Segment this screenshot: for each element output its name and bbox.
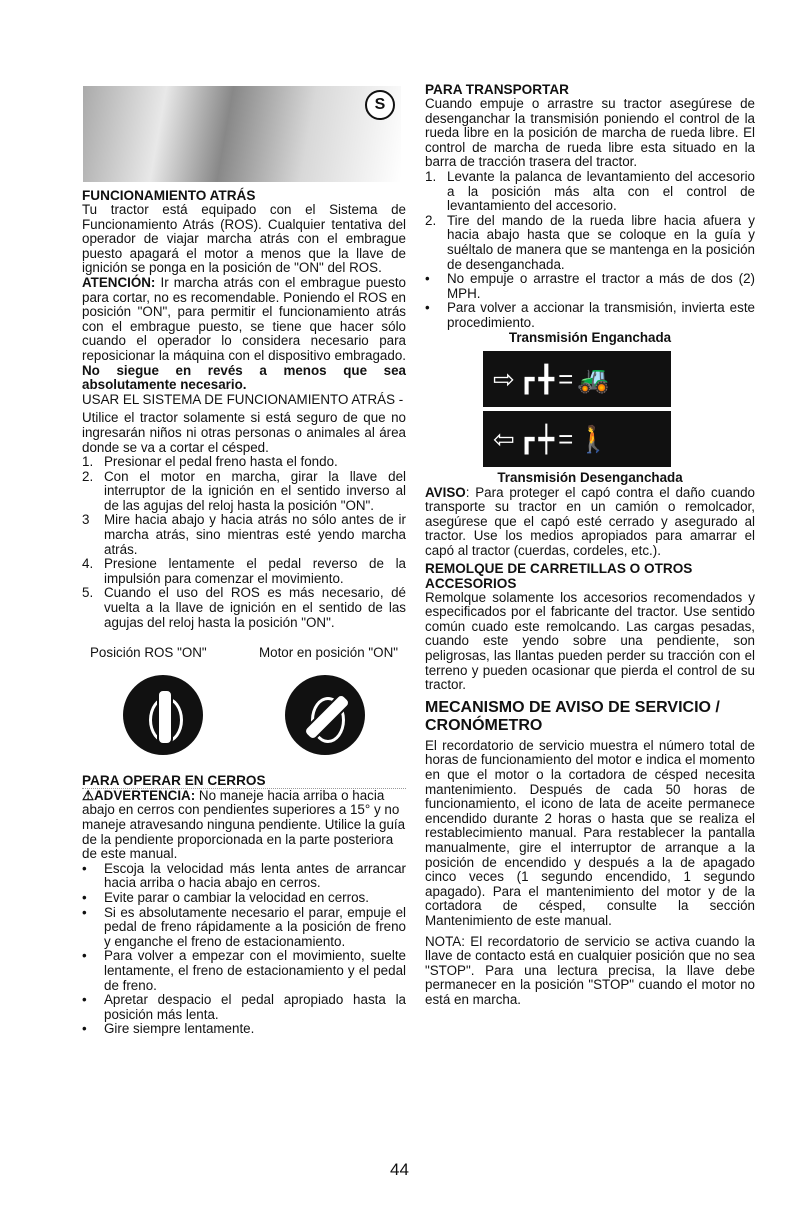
ignition-dial-motor-icon [285,675,365,755]
servicio-paragraph: El recordatorio de servicio muestra el número total de horas de funcionamiento del motor e indica el momento en que el motor o la cortadora de césped necesita mantenimiento. Después de cada 50 horas de funcionamiento, el icono de lata de aceite permanece encendido durante 2 horas o hasta que se realiza el restablecimiento manual. Para restablecer la pantalla manualmente, gire el interruptor de arranque a la posición de encendido y después a la de apagado cinco veces (1 segundo encendido, 1 segundo apagado). Para el mantenimiento del motor y de la cortadora de césped, consulte la sección Mantenimiento de este manual. [425,737,755,928]
caption-engaged: Transmisión Enganchada [508,329,672,345]
list-item: • Evite parar o cambiar la velocidad en cerros. [82,889,369,905]
transport-bullets [425,272,755,330]
nota-paragraph: NOTA: El recordatorio de servicio se activa cuando la llave de contacto está en cualquier posición que no sea "STOP". Para una lectura precisa, la llave debe permanecer en la posición "STOP" cuando el motor no está en marcha. [425,933,755,1007]
step-text: Presione lentamente el pedal reverso de la impulsión para comenzar el movimiento. [104,556,406,586]
atencion-label: ATENCIÓN: [82,274,156,290]
list-item: • Si es absolutamente necesario el parar, empuje el pedal de freno rápidamente a la posición de freno y enganche el freno de estacionamiento. [82,904,406,949]
advertencia-text: No maneje hacia arriba o hacia abajo en cerros con pendientes superiores a 15° y no maneje atravesando ninguna pendiente. Utilice la guía de la pendiente proporcionada en la parte posteriora de este manual. [82,787,406,862]
atencion-text: Ir marcha atrás con el embrague puesto para cortar, no es recomendable. Poniendo el ROS en posición "ON", para permitir el funcionamiento atrás con el embrague puesto, se tiene que hacer sólo cuando el operador lo considera necesario para reposicionar la máquina con el dispositivo embragado. [82,274,406,363]
step-number: 5. [82,585,94,601]
label-motor-on: Motor en posición "ON" [258,645,398,661]
heading-remolque: REMOLQUE DE CARRETILLAS O OTROS ACCESORIOS [425,560,693,591]
list-item: • Para volver a accionar la transmisión, invierta este procedimiento. [425,300,755,330]
list-item [82,586,406,630]
step-number: 4. [82,556,94,572]
callout-badge: S [365,90,395,120]
list-item: • Apretar despacio el pedal apropiado hasta la posición más lenta. [82,992,406,1022]
transport-steps [425,170,755,272]
list-item [425,214,755,272]
step-number: 2. [82,468,94,484]
aviso-paragraph [425,486,755,559]
list-item: • No empuje o arrastre el tractor a más de dos (2) MPH. [425,271,755,301]
atencion-paragraph [82,276,406,393]
list-item [82,470,406,514]
left-column [82,188,406,1037]
step-text: Presionar el pedal freno hasta el fondo. [104,454,338,470]
list-item [425,170,755,214]
bullet-text: Apretar despacio el pedal apropiado hasta la posición más lenta. [104,992,406,1022]
bullet-text: Para volver a accionar la transmisión, invierta este procedimiento. [447,300,755,330]
aviso-label: AVISO [425,484,466,500]
utilice-paragraph: Utilice el tractor solamente si está seguro de que no ingresarán niños ni otras personas o animales al área donde se va a cortar el césped. [82,410,406,455]
list-item: • Gire siempre lentamente. [82,1021,255,1037]
atencion-bold: No siegue en revés a menos que sea absolutamente necesario. [82,362,406,393]
list-item: • Para volver a empezar con el movimiento, suelte lentamente, el freno de estacionamiento y el pedal de freno. [82,948,406,993]
bullet-text: Para volver a empezar con el movimiento, suelte lentamente, el freno de estacionamiento y el pedal de freno. [104,948,406,993]
step-number: 1. [425,168,437,184]
list-item [82,455,406,470]
bullet-text: Escoja la velocidad más lenta antes de arrancar hacia arriba o hacia abajo en cerros. [104,860,406,891]
heading-servicio: MECANISMO DE AVISO DE SERVICIO / CRONÓMETRO [425,698,720,734]
cerros-bullets [82,862,406,1037]
usar-heading: USAR EL SISTEMA DE FUNCIONAMIENTO ATRÁS - [82,391,404,407]
step-text: Con el motor en marcha, girar la llave del interruptor de la ignición en el sentido inverso al de las agujas del reloj hasta la posición "ON". [104,468,406,513]
step-text: Mire hacia abajo y hacia atrás no sólo antes de ir marcha atrás, sino mientras esté yendo marcha atrás. [104,512,406,557]
right-column [425,82,755,1008]
heading-cerros: PARA OPERAR EN CERROS [82,773,406,789]
bullet-text: Evite parar o cambiar la velocidad en cerros. [104,889,369,905]
ignition-dial-ros-icon [123,675,203,755]
warning-icon: ⚠ [82,787,95,803]
ros-intro: Tu tractor está equipado con el Sistema de Funcionamiento Atrás (ROS). Cualquier tentativa del operador de viajar marcha atrás con el embrague puesto apagará el motor a menos que la llave de ignición se ponga en la posición de "ON" del ROS. [82,202,406,276]
bullet-text: No empuje o arrastre el tractor a más de dos (2) MPH. [447,271,755,301]
step-text: Levante la palanca de levantamiento del accesorio a la posición más alta con el control de levantamiento del accesorio. [447,168,755,214]
bullet-text: Gire siempre lentamente. [104,1021,255,1037]
label-ros-on: Posición ROS "ON" [90,645,207,661]
remolque-paragraph: Remolque solamente los accesorios recomendados y especificados por el fabricante del tractor. Use sentido común cuado este remolcando. Las cargas pesadas, cuando este yendo sobre una pendiente, son peligrosas, las llantas pueden perder su tracción con el terreno y pueden ocasionar que pierda el control de su tractor. [425,589,755,693]
advertencia-paragraph [82,789,406,862]
heading-transportar: PARA TRANSPORTAR [425,82,569,97]
list-item: • Escoja la velocidad más lenta antes de arrancar hacia arriba o hacia abajo en cerros. [82,860,406,891]
list-item [82,557,406,586]
reverse-operation-illustration [83,86,401,182]
step-number: 3 [82,512,90,528]
ignition-figure-labels [82,646,406,661]
transmission-engaged-icon: ⇨┏╋=🚜 [483,351,671,407]
transportar-paragraph: Cuando empuje o arrastre su tractor asegúrese de desenganchar la transmisión poniendo el control de la rueda libre en la posición de marcha de rueda libre. El control de marcha de rueda libre esta situado en la barra de tracción trasera del tractor. [425,96,755,170]
page-number: 44 [390,1160,409,1179]
heading-funcionamiento-atras: FUNCIONAMIENTO ATRÁS [82,188,256,203]
ros-steps [82,455,406,630]
transmission-figure [483,351,671,467]
aviso-text: : Para proteger el capó contra el daño cuando transporte su tractor en un camión o remolcador, asegúrese que el capó esté cerrado y asegurado al tractor. Use los medios apropiados para amarrar el capó al tractor (cuerdas, cordeles, etc.). [425,484,755,559]
step-text: Cuando el uso del ROS es más necesario, dé vuelta a la llave de ignición en el sentido de las agujas del reloj hasta la posición "ON". [104,585,406,630]
list-item [82,513,406,557]
step-number: 2. [425,212,437,228]
bullet-text: Si es absolutamente necesario el parar, empuje el pedal de freno rápidamente a la posición de freno y enganche el freno de estacionamiento. [104,904,406,949]
transmission-disengaged-icon: ⇦┏┿=🚶 [483,411,671,467]
caption-disengaged: Transmisión Desenganchada [497,470,683,486]
advertencia-label: ADVERTENCIA: [94,787,196,803]
ignition-switch-figure [82,675,406,755]
step-text: Tire del mando de la rueda libre hacia afuera y hacia abajo hasta que se coloque en la guía y suéltalo de manera que se mantenga en la posición de desenganchada. [447,212,755,272]
step-number: 1. [82,454,94,470]
